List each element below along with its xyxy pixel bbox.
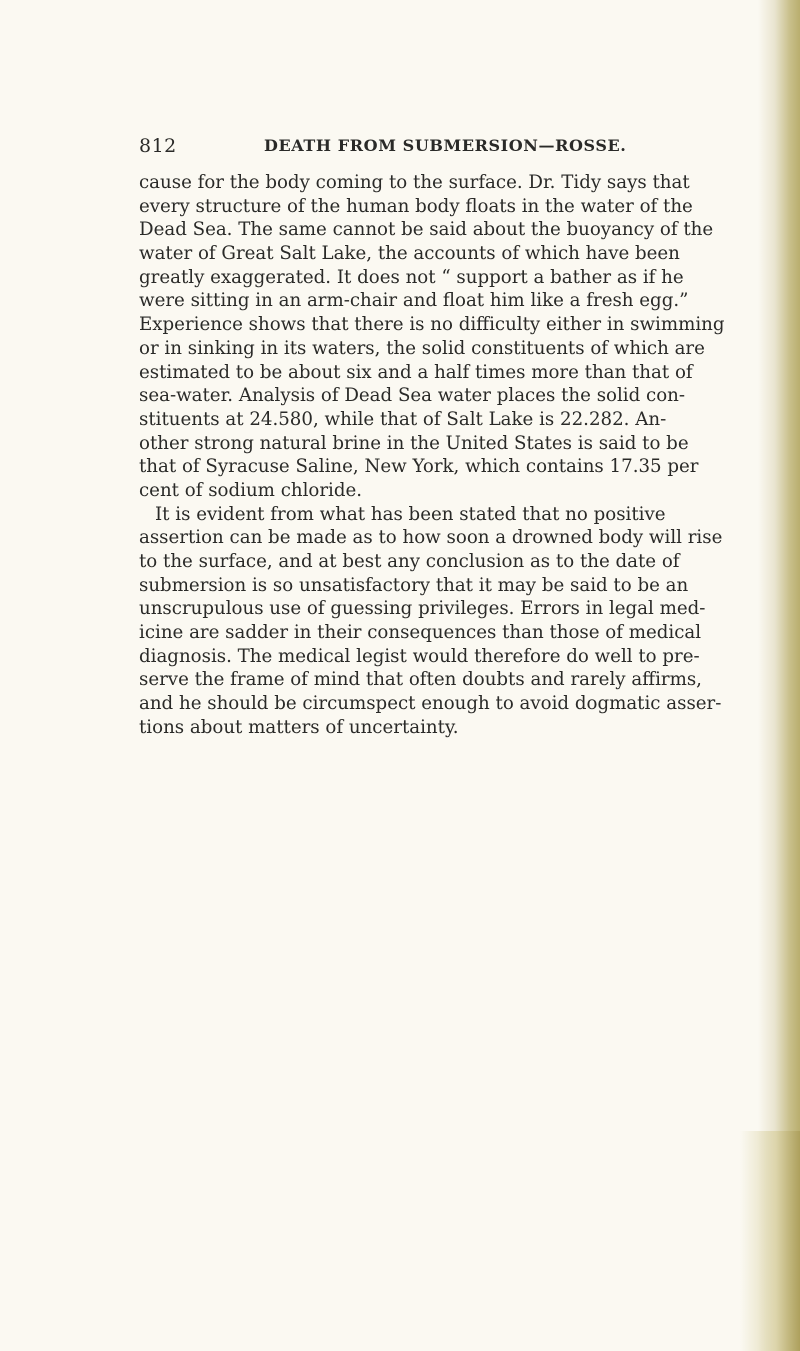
text-line: that of Syracuse Saline, New York, which contains 17.35 per bbox=[139, 456, 699, 478]
text-line: serve the frame of mind that often doubts and rarely affirms, bbox=[139, 669, 702, 691]
text-line: greatly exaggerated. It does not “ support a bather as if he bbox=[139, 266, 684, 288]
text-line: diagnosis. The medical legist would therefore do well to pre- bbox=[139, 645, 700, 667]
text-line: unscrupulous use of guessing privileges. Errors in legal med- bbox=[139, 598, 706, 620]
text-line: other strong natural brine in the United States is said to be bbox=[139, 432, 689, 454]
text-line: stituents at 24.580, while that of Salt Lake is 22.282. An- bbox=[139, 408, 667, 430]
text-line: water of Great Salt Lake, the accounts of which have been bbox=[139, 243, 680, 265]
text-line: to the surface, and at best any conclusion as to the date of bbox=[139, 551, 680, 572]
paragraph-2 bbox=[139, 503, 723, 740]
text-line: tions about matters of uncertainty. bbox=[139, 716, 459, 738]
running-head: DEATH FROM SUBMERSION—ROSSE. bbox=[264, 136, 627, 155]
text-line: estimated to be about six and a half times more than that of bbox=[139, 361, 693, 383]
text-line: every structure of the human body floats in the water of the bbox=[139, 195, 693, 217]
text-line: Dead Sea. The same cannot be said about the buoyancy of the bbox=[139, 219, 714, 241]
text-line: cent of sodium chloride. bbox=[139, 479, 363, 501]
text-line: and he should be circumspect enough to avoid dogmatic asser- bbox=[139, 693, 722, 715]
text-line: submersion is so unsatisfactory that it may be said to be an bbox=[139, 574, 689, 596]
page-header bbox=[139, 135, 659, 163]
text-line: icine are sadder in their consequences than those of medical bbox=[139, 622, 702, 644]
text-line: were sitting in an arm-chair and float him like a fresh egg.” bbox=[139, 290, 689, 312]
text-line: It is evident from what has been stated that no positive bbox=[155, 503, 666, 525]
text-line: cause for the body coming to the surface. Dr. Tidy says that bbox=[139, 172, 690, 193]
body-text bbox=[139, 171, 725, 740]
page-number: 812 bbox=[139, 135, 177, 157]
text-line: Experience shows that there is no difficulty either in swimming bbox=[139, 314, 725, 336]
page-edge-stain bbox=[740, 1131, 800, 1351]
text-line: sea-water. Analysis of Dead Sea water places the solid con- bbox=[139, 385, 686, 407]
text-line: assertion can be made as to how soon a drowned body will rise bbox=[139, 527, 723, 549]
paragraph-1 bbox=[139, 171, 725, 503]
text-line: or in sinking in its waters, the solid constituents of which are bbox=[139, 337, 705, 359]
